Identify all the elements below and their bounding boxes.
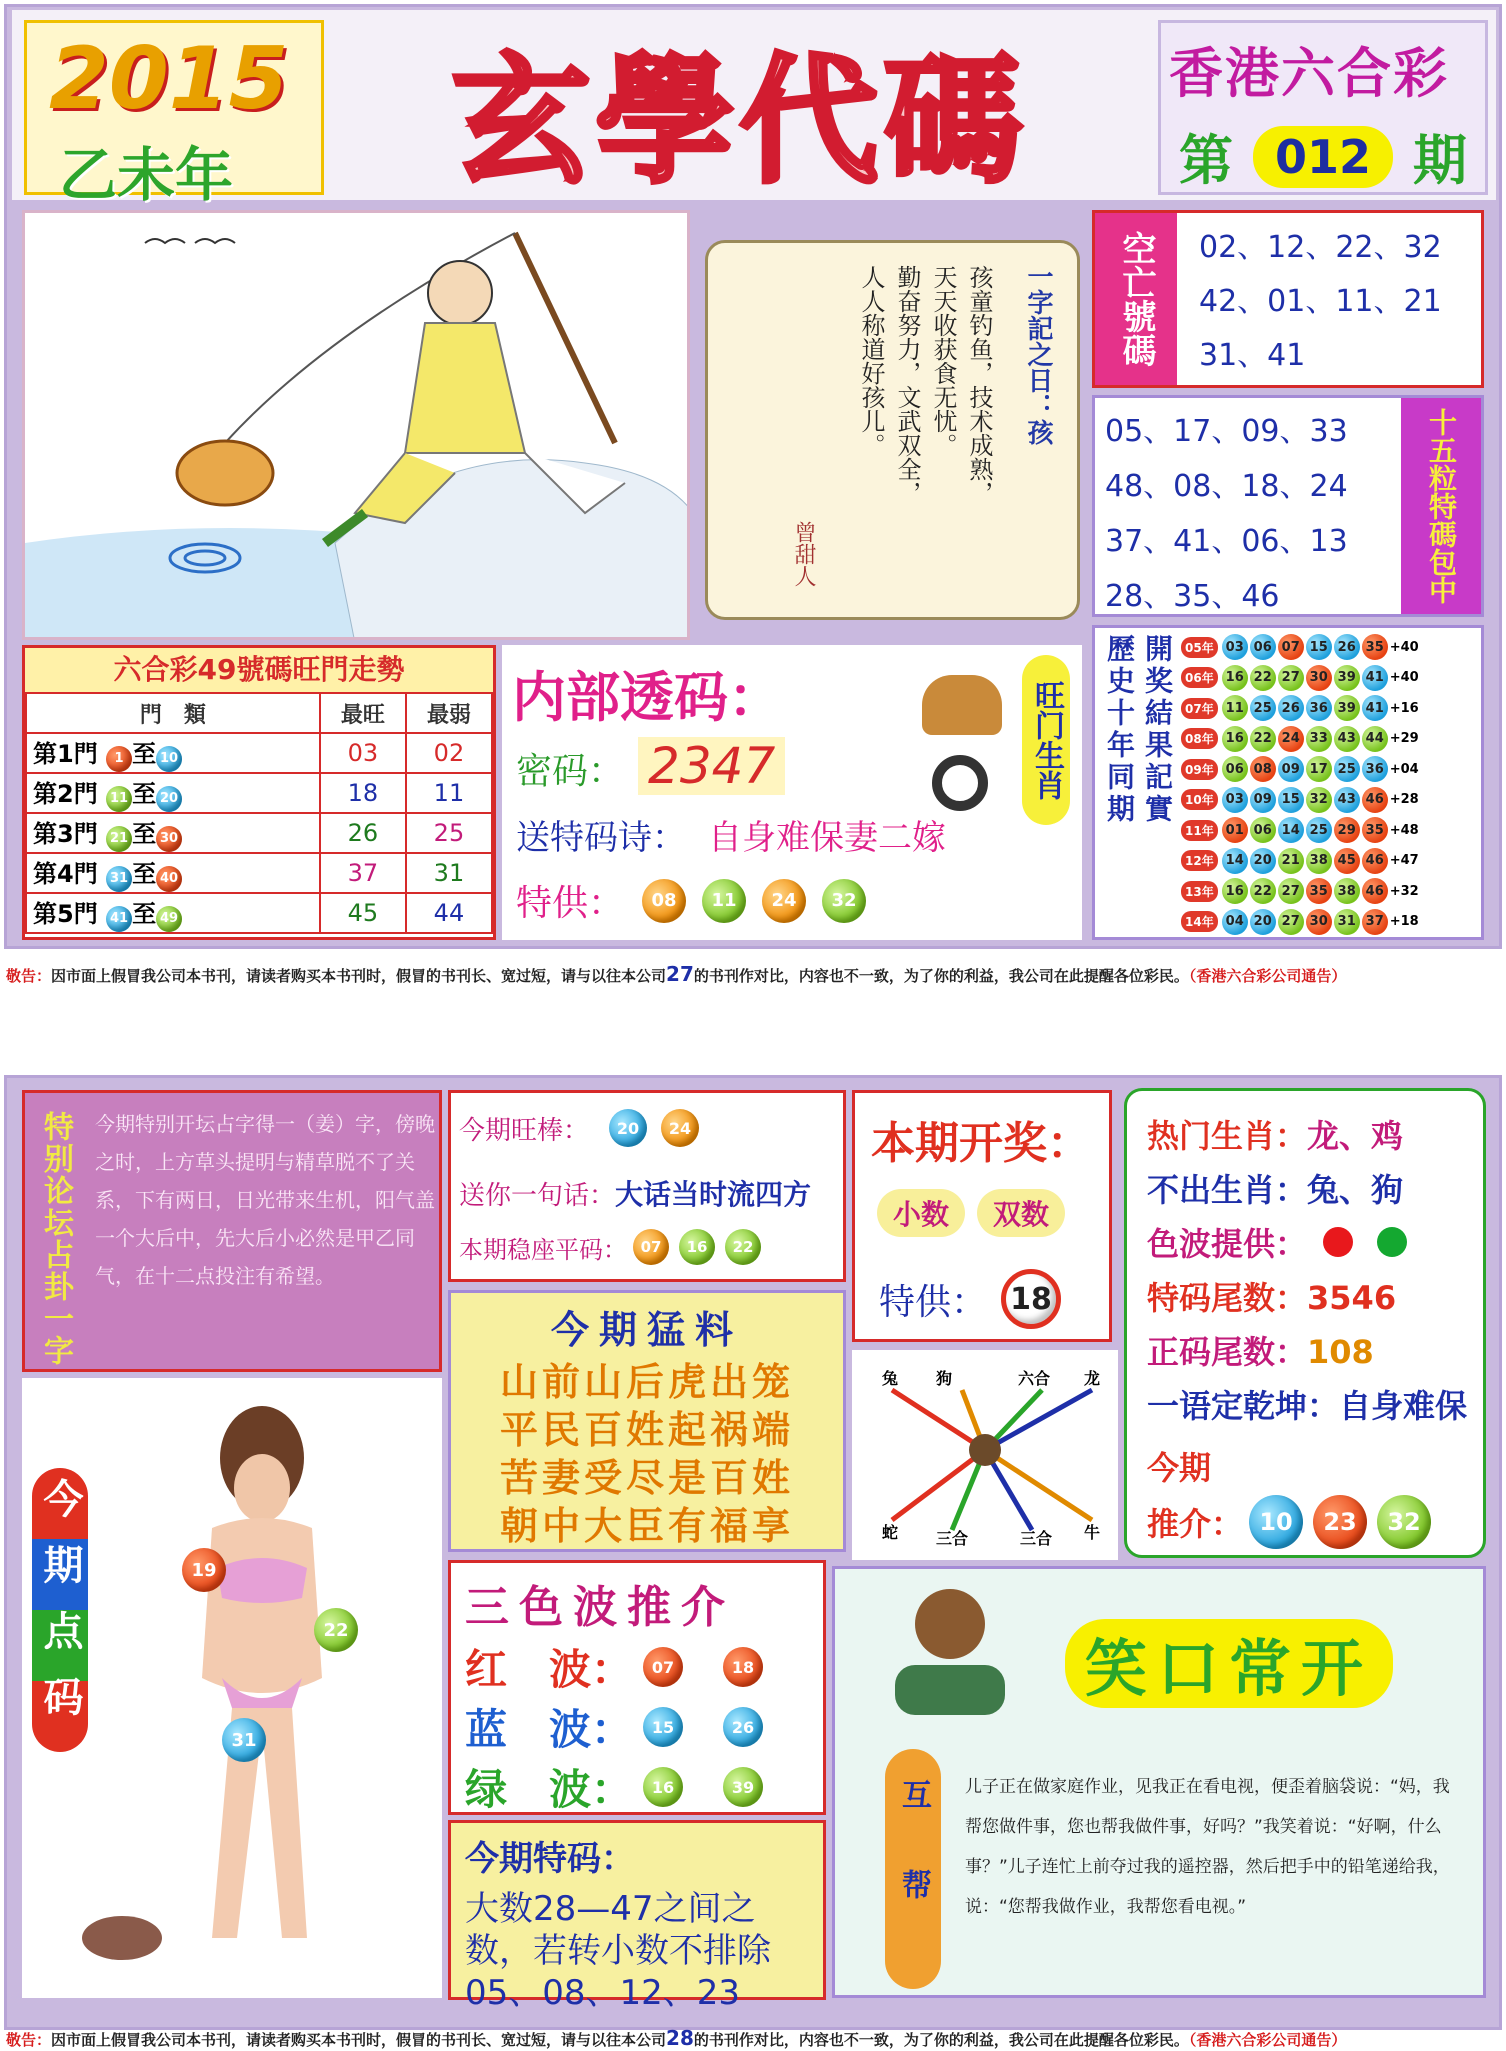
door-to: 40 [156, 866, 182, 892]
fierce-line: 苦妻受尽是百姓 [499, 1456, 794, 1500]
model-label-char: 今期点码 [32, 1468, 88, 1752]
green-wave-ball: 39 [723, 1767, 763, 1807]
history-ball: 25 [1334, 756, 1360, 782]
inside-code-box [502, 645, 1082, 940]
history-ball: 06 [1250, 817, 1276, 843]
history-ball: 27 [1278, 878, 1304, 904]
history-ball: 21 [1278, 848, 1304, 874]
history-special: +29 [1389, 731, 1419, 747]
te-tail-label: 特码尾数： [1147, 1279, 1308, 1317]
green-wave-label: 绿 波： [465, 1765, 634, 1814]
history-year: 13年 [1181, 881, 1218, 902]
fierce-line: 平民百姓起祸端 [499, 1408, 794, 1452]
notice-top [6, 962, 1346, 986]
rec-row [1147, 1495, 1431, 1549]
history-ball: 15 [1278, 787, 1304, 813]
door-sep: 至 [132, 780, 157, 809]
notice-number: 28 [666, 2026, 694, 2050]
history-row [1181, 693, 1419, 724]
history-year: 12年 [1181, 850, 1218, 871]
laugh-side: 互帮 [885, 1749, 941, 1989]
history-row [1181, 754, 1419, 785]
issue-line [1179, 118, 1467, 195]
history-special: +28 [1389, 792, 1419, 808]
wave-row [1147, 1219, 1407, 1265]
history-ball: 01 [1222, 817, 1248, 843]
three-wave-title: 三色波推介 [465, 1582, 735, 1633]
door-max: 26 [320, 813, 406, 853]
zodiac-label: 兔 [882, 1369, 899, 1388]
wave-label: 色波提供： [1147, 1225, 1308, 1263]
dead-numbers-box [1092, 210, 1484, 388]
history-ball: 36 [1306, 695, 1332, 721]
history-label-b: 歷史十年同期 [1103, 634, 1136, 826]
history-ball: 30 [1306, 665, 1332, 691]
poem-heading: 一字記之日：孩 [1023, 263, 1053, 445]
red-wave-label: 红 波： [465, 1645, 634, 1694]
history-ball: 31 [1334, 909, 1360, 935]
ganzhi-text: 乙未年 [59, 141, 234, 209]
history-special: +32 [1389, 883, 1419, 899]
zodiac-label: 蛇 [882, 1523, 899, 1542]
table-row [26, 733, 492, 773]
green-wave-dot [1377, 1227, 1407, 1257]
history-row [1181, 724, 1419, 755]
inside-code-title: 内部透码： [512, 666, 782, 729]
stable-line [459, 1229, 761, 1265]
hot-value: 龙、鸡 [1307, 1117, 1404, 1155]
poem-scroll [705, 240, 1080, 620]
history-row [1181, 815, 1419, 846]
phrase-line [459, 1173, 811, 1213]
rec-label-b: 推介： [1147, 1505, 1244, 1543]
blue-wave-ball: 26 [723, 1707, 763, 1747]
door-max: 03 [320, 733, 406, 773]
history-special: +18 [1389, 914, 1419, 930]
history-box [1092, 625, 1484, 940]
laugh-story: 儿子正在做家庭作业，见我正在看电视，便歪着脑袋说：“妈，我帮您做件事，您也帮我做件事，好吗？”我笑着说：“好啊，什么事？”儿子连忙上前夺过我的遥控器，然后把手中的铅笔递给我，说：“您帮我做作业，我帮您看电视。” [965, 1777, 1450, 1917]
door-from: 1 [106, 746, 132, 772]
history-ball: 35 [1306, 878, 1332, 904]
main-title-text: 玄學代碼 [451, 39, 1028, 202]
table-row [26, 893, 492, 933]
door-name: 第2門 [33, 780, 98, 809]
yiyu-value: 自身难保 [1339, 1387, 1468, 1425]
history-ball: 14 [1278, 817, 1304, 843]
fifteen-box [1092, 395, 1484, 617]
history-special: +04 [1389, 761, 1419, 777]
notice-text-b: 的书刊作对比，内容也不一致，为了你的利益，我公司在此提醒各位彩民。 [693, 2031, 1189, 2049]
history-ball: 29 [1334, 817, 1360, 843]
history-ball: 16 [1222, 878, 1248, 904]
cold-row [1147, 1165, 1403, 1211]
forum-text: 今期特别开坛占字得一（姜）字，傍晚之时，上方草头提明与精草脱不了关系，下有两日，日光带来生机，阳气盖一个大后中，先大后小必然是甲乙同气，在十二点投注有希望。 [95, 1112, 435, 1288]
door-min: 31 [406, 853, 492, 893]
main-title [330, 30, 1150, 202]
history-special: +48 [1389, 822, 1419, 838]
history-ball: 26 [1278, 695, 1304, 721]
door-sep: 至 [132, 860, 157, 889]
history-ball: 32 [1306, 787, 1332, 813]
issue-suffix: 期 [1413, 129, 1468, 192]
history-ball: 03 [1222, 634, 1248, 660]
draw-tags [877, 1189, 1065, 1237]
history-rows [1181, 632, 1419, 937]
history-row [1181, 785, 1419, 816]
poem-line: 勤奋努力，文武双全， [893, 265, 921, 505]
special-ball: 11 [702, 879, 746, 923]
history-ball: 26 [1334, 634, 1360, 660]
pwd-line [516, 737, 785, 795]
history-ball: 16 [1222, 665, 1248, 691]
notice-lead: 敬告： [6, 967, 52, 985]
te-tail-value: 3546 [1307, 1279, 1397, 1317]
hot-panel [1124, 1088, 1486, 1558]
green-wave-row [465, 1757, 763, 1817]
rec-label-a: 今期 [1147, 1449, 1212, 1487]
blue-wave-label: 蓝 波： [465, 1705, 634, 1754]
stable-ball: 16 [679, 1229, 715, 1265]
history-ball: 27 [1278, 665, 1304, 691]
model-ball: 19 [182, 1548, 226, 1592]
cold-value: 兔、狗 [1307, 1171, 1404, 1209]
trend-table-box [22, 645, 496, 940]
history-ball: 41 [1362, 695, 1388, 721]
fifteen-line: 37、41、06、13 [1105, 524, 1348, 559]
zheng-tail-label: 正码尾数： [1147, 1333, 1308, 1371]
phrase-label: 送你一句话： [459, 1180, 616, 1211]
draw-special-line [879, 1269, 1061, 1329]
poem-signature: 曾甜人 [791, 521, 816, 587]
rec-ball: 10 [1249, 1495, 1303, 1549]
special-ball: 08 [642, 879, 686, 923]
zodiac-label: 狗 [936, 1369, 953, 1388]
draw-box [852, 1090, 1112, 1342]
te-code-text: 大数28—47之间之数，若转小数不排除05、08、12、23 [465, 1889, 771, 2013]
door-min: 44 [406, 893, 492, 933]
door-min: 02 [406, 733, 492, 773]
history-ball: 04 [1222, 909, 1248, 935]
monkey-picture [895, 1589, 1005, 1719]
notice-number: 27 [666, 962, 694, 986]
history-ball: 20 [1250, 909, 1276, 935]
yiyu-label: 一语定乾坤： [1147, 1387, 1340, 1425]
history-row [1181, 663, 1419, 694]
trend-title: 六合彩49號碼旺門走勢 [25, 648, 493, 692]
history-special: +40 [1389, 639, 1419, 655]
history-ball: 35 [1362, 634, 1388, 660]
history-ball: 33 [1306, 726, 1332, 752]
door-name: 第3門 [33, 820, 98, 849]
history-ball: 35 [1362, 817, 1388, 843]
door-to: 49 [156, 906, 182, 932]
yiyu-row [1147, 1381, 1467, 1427]
notice-sign: （香港六合彩公司通告） [1188, 967, 1347, 985]
zodiac-label: 龙 [1084, 1369, 1101, 1388]
fierce-box [448, 1290, 846, 1552]
history-row [1181, 876, 1419, 907]
zodiac-label: 三合 [936, 1529, 969, 1548]
history-row [1181, 846, 1419, 877]
history-ball: 06 [1222, 756, 1248, 782]
table-row [26, 853, 492, 893]
history-ball: 43 [1334, 787, 1360, 813]
this-issue-box [448, 1090, 846, 1282]
draw-tag: 小数 [877, 1189, 965, 1237]
dead-line: 02、12、22、32 [1199, 230, 1442, 265]
draw-special-label: 特供： [879, 1281, 988, 1323]
te-code-box [448, 1820, 826, 2013]
poem-line: 天天收获食无忧。 [929, 265, 957, 457]
history-ball: 24 [1278, 726, 1304, 752]
tiger-picture [922, 675, 1002, 735]
history-ball: 03 [1222, 787, 1248, 813]
rec-ball: 32 [1377, 1495, 1431, 1549]
draw-special-ball: 18 [1001, 1269, 1061, 1329]
history-ball: 22 [1250, 878, 1276, 904]
history-label-a: 開奖結果記實 [1141, 634, 1174, 826]
year-text: 2015 [49, 29, 289, 129]
history-ball: 20 [1250, 848, 1276, 874]
history-year: 08年 [1181, 728, 1218, 749]
dead-line: 31、41 [1199, 338, 1306, 373]
notice-sign: （香港六合彩公司通告） [1188, 2031, 1347, 2049]
blue-wave-row [465, 1697, 763, 1757]
fierce-line: 山前山后虎出笼 [499, 1360, 794, 1404]
poem-value: 自身难保妻二嫁 [708, 818, 946, 858]
fishing-boy-picture [25, 213, 690, 640]
fifteen-line: 48、08、18、24 [1105, 469, 1348, 504]
door-name: 第5門 [33, 900, 98, 929]
history-ball: 09 [1250, 787, 1276, 813]
phrase-value: 大话当时流四方 [615, 1178, 812, 1211]
door-from: 31 [106, 866, 132, 892]
wang-ball: 20 [609, 1109, 647, 1147]
door-min: 11 [406, 773, 492, 813]
door-from: 21 [106, 826, 132, 852]
stable-label: 本期稳座平码： [459, 1235, 627, 1264]
blue-wave-ball: 15 [643, 1707, 683, 1747]
fierce-title: 今期猛料 [550, 1308, 743, 1352]
te-code-title: 今期特码： [465, 1839, 635, 1879]
door-from: 41 [106, 906, 132, 932]
notice-text-a: 因市面上假冒我公司本书刊，请读者购买本书刊时，假冒的书刊长、宽过短，请与以往本公司 [51, 2031, 667, 2049]
laugh-title: 笑口常开 [1065, 1619, 1393, 1708]
red-wave-dot [1323, 1227, 1353, 1257]
history-ball: 08 [1250, 756, 1276, 782]
history-ball: 46 [1362, 878, 1388, 904]
snake-picture [932, 755, 988, 811]
door-to: 20 [156, 786, 182, 812]
history-ball: 39 [1334, 665, 1360, 691]
wang-label: 今期旺棒： [459, 1115, 590, 1146]
dead-numbers-list [1199, 221, 1442, 383]
laugh-panel [832, 1566, 1486, 1998]
red-wave-ball: 07 [643, 1647, 683, 1687]
model-picture [22, 1378, 442, 1998]
stable-ball: 22 [725, 1229, 761, 1265]
history-ball: 25 [1306, 817, 1332, 843]
pwd-label: 密码： [516, 751, 625, 792]
wang-ball: 24 [661, 1109, 699, 1147]
history-special: +16 [1389, 700, 1419, 716]
zheng-tail-value: 108 [1307, 1333, 1374, 1371]
model-ball: 31 [222, 1718, 266, 1762]
red-wave-ball: 18 [723, 1647, 763, 1687]
poem-line: 人人称道好孩儿。 [857, 265, 885, 457]
fishing-illustration [22, 210, 690, 640]
wang-line [459, 1109, 699, 1147]
notice-text-a: 因市面上假冒我公司本书刊，请读者购买本书刊时，假冒的书刊长、宽过短，请与以往本公司 [51, 967, 667, 985]
te-tail-row [1147, 1273, 1396, 1319]
door-sep: 至 [132, 900, 157, 929]
col-door: 門 類 [26, 693, 320, 733]
history-ball: 17 [1306, 756, 1332, 782]
draw-tag: 双数 [977, 1189, 1065, 1237]
history-ball: 27 [1278, 909, 1304, 935]
poem-line-box [516, 810, 946, 859]
dead-line: 42、01、11、21 [1199, 284, 1442, 319]
history-ball: 25 [1250, 695, 1276, 721]
history-ball: 41 [1362, 665, 1388, 691]
rec-ball: 23 [1313, 1495, 1367, 1549]
history-special: +47 [1389, 853, 1419, 869]
fifteen-list [1105, 404, 1348, 624]
history-year: 05年 [1181, 637, 1218, 658]
history-ball: 45 [1334, 848, 1360, 874]
zodiac-label: 六合 [1018, 1369, 1051, 1388]
history-ball: 09 [1278, 756, 1304, 782]
hot-row [1147, 1111, 1403, 1157]
history-ball: 11 [1222, 695, 1248, 721]
special-label: 特供： [516, 883, 625, 924]
history-year: 07年 [1181, 698, 1218, 719]
door-to: 10 [156, 746, 182, 772]
history-ball: 46 [1362, 787, 1388, 813]
fifteen-line: 05、17、09、33 [1105, 414, 1348, 449]
history-year: 10年 [1181, 789, 1218, 810]
cold-label: 不出生肖： [1147, 1171, 1308, 1209]
three-wave-box [448, 1560, 826, 1815]
fierce-lines [451, 1358, 843, 1550]
door-name: 第4門 [33, 860, 98, 889]
special-ball: 32 [822, 879, 866, 923]
special-line [516, 875, 866, 926]
table-row [26, 773, 492, 813]
forum-box [22, 1090, 442, 1372]
door-sep: 至 [132, 740, 157, 769]
stable-ball: 07 [633, 1229, 669, 1265]
zodiac-label: 牛 [1084, 1523, 1101, 1542]
draw-title: 本期开奖： [871, 1118, 1091, 1169]
col-min: 最弱 [406, 693, 492, 733]
poem-body [853, 265, 997, 505]
pwd-value: 2347 [638, 737, 785, 795]
history-ball: 07 [1278, 634, 1304, 660]
issue-number: 012 [1253, 126, 1393, 188]
history-year: 14年 [1181, 911, 1218, 932]
door-max: 45 [320, 893, 406, 933]
history-special: +40 [1389, 670, 1419, 686]
brand-text: 香港六合彩 [1169, 42, 1449, 105]
zheng-tail-row [1147, 1327, 1374, 1373]
table-row [26, 813, 492, 853]
history-ball: 22 [1250, 665, 1276, 691]
door-min: 25 [406, 813, 492, 853]
history-ball: 30 [1306, 909, 1332, 935]
door-from: 11 [106, 786, 132, 812]
door-sep: 至 [132, 820, 157, 849]
notice-lead: 敬告： [6, 2031, 52, 2049]
lucky-zodiac-label: 旺门生肖 [1022, 655, 1070, 825]
col-max: 最旺 [320, 693, 406, 733]
poem-label: 送特码诗： [516, 818, 686, 858]
history-ball: 37 [1362, 909, 1388, 935]
model-ball: 22 [314, 1608, 358, 1652]
history-year: 11年 [1181, 820, 1218, 841]
fifteen-line: 28、35、46 [1105, 579, 1280, 614]
history-ball: 38 [1306, 848, 1332, 874]
notice-bottom [6, 2026, 1346, 2050]
history-ball: 36 [1362, 756, 1388, 782]
door-name: 第1門 [33, 740, 98, 769]
poem-line: 孩童钓鱼，技术成熟， [965, 265, 993, 505]
red-wave-row [465, 1637, 763, 1697]
history-year: 06年 [1181, 667, 1218, 688]
history-ball: 44 [1362, 726, 1388, 752]
history-ball: 22 [1250, 726, 1276, 752]
notice-text-b: 的书刊作对比，内容也不一致，为了你的利益，我公司在此提醒各位彩民。 [693, 967, 1189, 985]
green-wave-ball: 16 [643, 1767, 683, 1807]
fifteen-label: 十五粒特碼包中 [1401, 398, 1481, 614]
history-year: 09年 [1181, 759, 1218, 780]
history-ball: 14 [1222, 848, 1248, 874]
history-ball: 39 [1334, 695, 1360, 721]
history-ball: 43 [1334, 726, 1360, 752]
door-max: 18 [320, 773, 406, 813]
history-row [1181, 907, 1419, 938]
brand-box [1158, 20, 1488, 195]
fierce-line: 朝中大臣有福享 [499, 1504, 794, 1548]
history-ball: 38 [1334, 878, 1360, 904]
special-ball: 24 [762, 879, 806, 923]
history-ball: 15 [1306, 634, 1332, 660]
hot-label: 热门生肖： [1147, 1117, 1308, 1155]
history-ball: 46 [1362, 848, 1388, 874]
issue-prefix: 第 [1179, 129, 1233, 192]
forum-label: 特别论坛占卦一字 [38, 1111, 73, 1367]
door-max: 37 [320, 853, 406, 893]
year-box [24, 20, 324, 209]
trend-table [25, 692, 493, 934]
history-ball: 16 [1222, 726, 1248, 752]
dead-numbers-label: 空亡號碼 [1095, 213, 1177, 385]
zodiac-label: 三合 [1020, 1529, 1053, 1548]
history-row [1181, 632, 1419, 663]
door-to: 30 [156, 826, 182, 852]
zodiac-chart [852, 1350, 1118, 1560]
history-ball: 06 [1250, 634, 1276, 660]
model-panel [22, 1378, 442, 1998]
